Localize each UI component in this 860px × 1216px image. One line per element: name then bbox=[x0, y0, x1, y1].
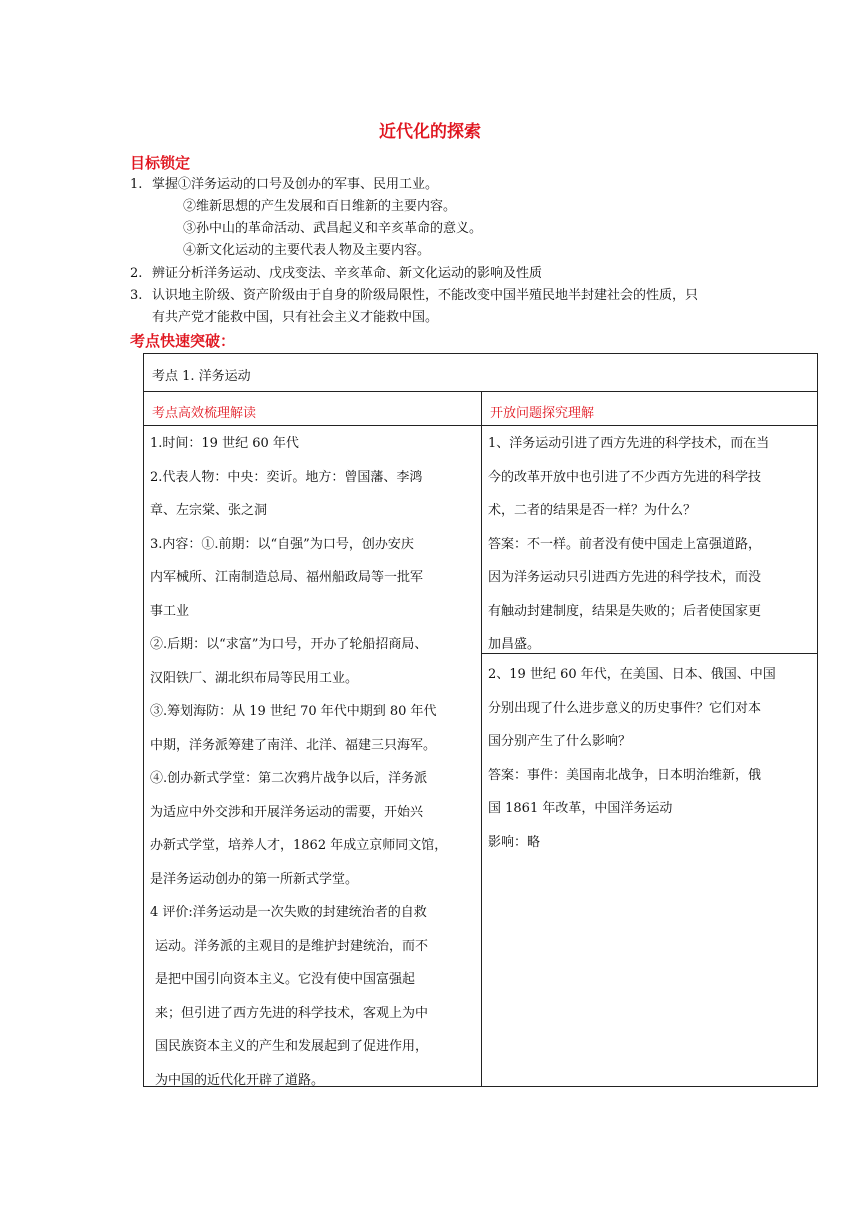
goal-3-line-b: 有共产党才能救中国，只有社会主义才能救中国。 bbox=[152, 310, 439, 325]
left-line: 运动。洋务派的主观目的是维护封建统治，而不 bbox=[155, 938, 429, 954]
right-question-2-cell bbox=[488, 658, 814, 859]
goal-3-line-a: 认识地主阶级、资产阶级由于自身的阶级局限性，不能改变中国半殖民地半封建社会的性质，只 bbox=[152, 288, 699, 303]
right2-line: 答案：事件：美国南北战争，日本明治维新，俄 bbox=[488, 767, 762, 783]
left-line: 办新式学堂，培养人才，1862 年成立京师同文馆， bbox=[150, 838, 448, 853]
goal-2-text: 辨证分析洋务运动、戊戌变法、辛亥革命、新文化运动的影响及性质 bbox=[152, 266, 543, 281]
right1-line: 答案：不一样。前者没有使中国走上富强道路， bbox=[488, 536, 762, 552]
breakthrough-heading: 考点快速突破： bbox=[130, 332, 236, 350]
right2-line: 国分别产生了什么影响？ bbox=[488, 734, 632, 749]
right2-line: 影响：略 bbox=[488, 834, 541, 850]
left-content-cell bbox=[150, 427, 476, 1097]
column-divider bbox=[481, 392, 482, 1086]
left-line: 是洋务运动创办的第一所新式学堂。 bbox=[150, 871, 359, 887]
right1-line: 1、洋务运动引进了西方先进的科学技术，而在当 bbox=[488, 436, 770, 451]
goal-3 bbox=[130, 285, 810, 329]
left-line: 国民族资本主义的产生和发展起到了促进作用， bbox=[155, 1039, 429, 1054]
left-line: ②.后期：以“求富”为口号，开办了轮船招商局、 bbox=[150, 637, 428, 652]
right1-line: 因为洋务运动只引进西方先进的科学技术，而没 bbox=[488, 570, 762, 585]
left-line: ③.筹划海防：从 19 世纪 70 年代中期到 80 年代 bbox=[150, 704, 437, 719]
left-line: 章、左宗棠、张之洞 bbox=[150, 503, 268, 518]
goal-2 bbox=[130, 263, 542, 284]
topic-table bbox=[143, 353, 818, 1087]
goal-1-line-b: ②维新思想的产生发展和百日维新的主要内容。 bbox=[183, 199, 457, 214]
right2-line: 2、19 世纪 60 年代，在美国、日本、俄国、中国 bbox=[488, 667, 776, 682]
right-column-header: 开放问题探究理解 bbox=[490, 406, 595, 421]
right1-line: 加昌盛。 bbox=[488, 637, 541, 652]
left-line: 3.内容：①.前期：以“自强”为口号，创办安庆 bbox=[150, 536, 414, 552]
left-line: 中期，洋务派筹建了南洋、北洋、福建三只海军。 bbox=[150, 737, 437, 753]
right2-line: 分别出现了什么进步意义的历史事件？它们对本 bbox=[488, 700, 762, 716]
left-line: 4 评价:洋务运动是一次失败的封建统治者的自救 bbox=[150, 905, 427, 920]
goal-1 bbox=[130, 174, 438, 195]
right2-line: 国 1861 年改革，中国洋务运动 bbox=[488, 801, 673, 816]
left-line: 事工业 bbox=[150, 603, 190, 619]
goal-2-number: 2. bbox=[130, 266, 143, 281]
left-line: 来；但引进了西方先进的科学技术，客观上为中 bbox=[155, 1005, 429, 1021]
goal-1-line-c: ③孙中山的革命活动、武昌起义和辛亥革命的意义。 bbox=[183, 221, 483, 236]
left-line: 汉阳铁厂、湖北织布局等民用工业。 bbox=[150, 670, 359, 686]
topic-row bbox=[144, 354, 817, 392]
left-column-header: 考点高效梳理解读 bbox=[152, 406, 257, 421]
goal-1-line-d: ④新文化运动的主要代表人物及主要内容。 bbox=[183, 243, 431, 258]
topic-title: 考点 1. 洋务运动 bbox=[152, 369, 251, 384]
right1-line: 术，二者的结果是否一样？为什么？ bbox=[488, 503, 697, 518]
right-question-1-cell bbox=[488, 427, 814, 662]
goal-1-number: 1. bbox=[130, 177, 143, 192]
left-line: 内军械所、江南制造总局、福州船政局等一批军 bbox=[150, 570, 424, 585]
left-line: 是把中国引向资本主义。它没有使中国富强起 bbox=[155, 972, 416, 987]
right1-line: 今的改革开放中也引进了不少西方先进的科学技 bbox=[488, 469, 762, 485]
page-title: 近代化的探索 bbox=[379, 122, 481, 142]
left-line: 1.时间：19 世纪 60 年代 bbox=[150, 436, 299, 451]
left-line: 为适应中外交涉和开展洋务运动的需要，开始兴 bbox=[150, 804, 424, 820]
left-line: 为中国的近代化开辟了道路。 bbox=[155, 1072, 325, 1088]
goal-1-line-a: 掌握①洋务运动的口号及创办的军事、民用工业。 bbox=[152, 177, 439, 192]
right1-line: 有触动封建制度，结果是失败的；后者使国家更 bbox=[488, 603, 762, 619]
left-line: ④.创办新式学堂：第二次鸦片战争以后，洋务派 bbox=[150, 771, 428, 786]
goal-3-number: 3. bbox=[130, 288, 143, 303]
left-line: 2.代表人物：中央：奕䜣。地方：曾国藩、李鸿 bbox=[150, 469, 423, 485]
goals-heading: 目标锁定 bbox=[130, 154, 191, 172]
